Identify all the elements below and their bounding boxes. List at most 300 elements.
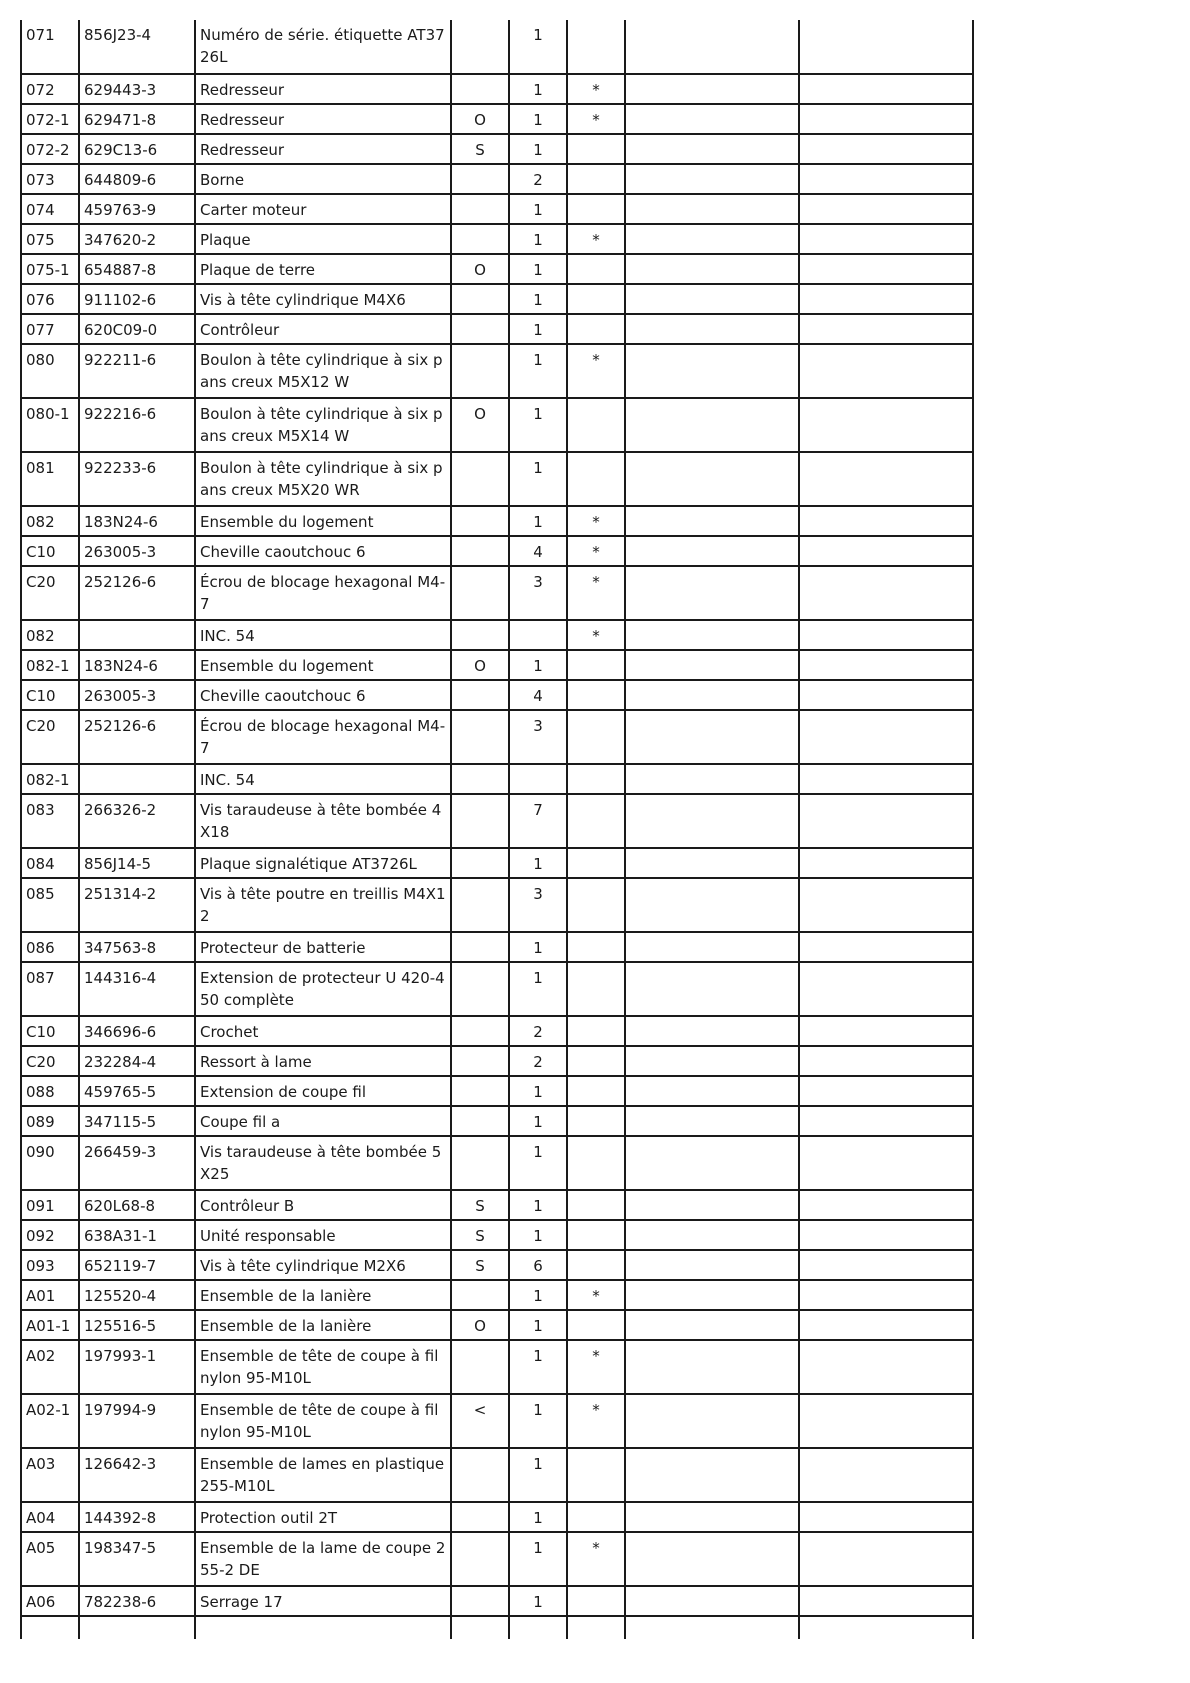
part-number: 126642-3: [79, 1448, 195, 1502]
star-marker: [567, 1106, 625, 1136]
star-marker: [567, 878, 625, 932]
part-number: 125516-5: [79, 1310, 195, 1340]
part-number: 197994-9: [79, 1394, 195, 1448]
empty-column-1: [625, 1394, 799, 1448]
note-code: [451, 452, 509, 506]
star-marker: *: [567, 1394, 625, 1448]
empty-cell: [451, 1616, 509, 1639]
item-number: 072-2: [21, 134, 79, 164]
star-marker: [567, 680, 625, 710]
quantity: 4: [509, 536, 567, 566]
quantity: 1: [509, 134, 567, 164]
part-description: INC. 54: [195, 764, 451, 794]
table-row: [21, 1340, 973, 1394]
note-code: [451, 794, 509, 848]
table-row: [21, 1016, 973, 1046]
table-row: [21, 344, 973, 398]
quantity: 7: [509, 794, 567, 848]
star-marker: [567, 932, 625, 962]
item-number: 076: [21, 284, 79, 314]
item-number: 082-1: [21, 650, 79, 680]
empty-column-2: [799, 284, 973, 314]
quantity: 1: [509, 1190, 567, 1220]
part-number: 652119-7: [79, 1250, 195, 1280]
empty-column-1: [625, 1016, 799, 1046]
note-code: <: [451, 1394, 509, 1448]
item-number: A06: [21, 1586, 79, 1616]
star-marker: [567, 962, 625, 1016]
part-number: 629C13-6: [79, 134, 195, 164]
quantity: 4: [509, 680, 567, 710]
quantity: 1: [509, 848, 567, 878]
empty-column-1: [625, 1448, 799, 1502]
table-row: [21, 20, 973, 74]
star-marker: [567, 710, 625, 764]
item-number: 072: [21, 74, 79, 104]
empty-column-2: [799, 224, 973, 254]
note-code: S: [451, 134, 509, 164]
item-number: 082: [21, 506, 79, 536]
quantity: 1: [509, 398, 567, 452]
part-number: 197993-1: [79, 1340, 195, 1394]
quantity: 1: [509, 314, 567, 344]
empty-column-2: [799, 20, 973, 74]
note-code: [451, 536, 509, 566]
quantity: 1: [509, 194, 567, 224]
table-row: [21, 1280, 973, 1310]
table-row: [21, 1310, 973, 1340]
part-description: Vis à tête cylindrique M4X6: [195, 284, 451, 314]
empty-column-1: [625, 1220, 799, 1250]
part-description: Coupe fil a: [195, 1106, 451, 1136]
note-code: [451, 620, 509, 650]
part-number: 183N24-6: [79, 650, 195, 680]
empty-column-1: [625, 620, 799, 650]
quantity: 1: [509, 1586, 567, 1616]
empty-column-2: [799, 848, 973, 878]
table-row: [21, 164, 973, 194]
part-number: 347563-8: [79, 932, 195, 962]
empty-cell: [79, 1616, 195, 1639]
table-row: [21, 224, 973, 254]
quantity: 1: [509, 74, 567, 104]
item-number: A01: [21, 1280, 79, 1310]
note-code: [451, 932, 509, 962]
table-row: [21, 650, 973, 680]
empty-column-1: [625, 1076, 799, 1106]
star-marker: [567, 1136, 625, 1190]
part-number: 459763-9: [79, 194, 195, 224]
star-marker: *: [567, 344, 625, 398]
part-description: Boulon à tête cylindrique à six pans creux M5X14 W: [195, 398, 451, 452]
empty-cell: [195, 1616, 451, 1639]
table-row: [21, 1448, 973, 1502]
quantity: 1: [509, 932, 567, 962]
part-description: Vis taraudeuse à tête bombée 4X18: [195, 794, 451, 848]
quantity: 1: [509, 1502, 567, 1532]
note-code: [451, 710, 509, 764]
empty-column-2: [799, 1190, 973, 1220]
star-marker: [567, 1448, 625, 1502]
note-code: O: [451, 104, 509, 134]
star-marker: [567, 1502, 625, 1532]
table-row: [21, 680, 973, 710]
empty-column-1: [625, 1340, 799, 1394]
empty-column-2: [799, 1136, 973, 1190]
item-number: 075: [21, 224, 79, 254]
quantity: 1: [509, 254, 567, 284]
star-marker: [567, 848, 625, 878]
quantity: 1: [509, 1340, 567, 1394]
empty-column-2: [799, 1310, 973, 1340]
part-description: Protecteur de batterie: [195, 932, 451, 962]
table-row: [21, 1046, 973, 1076]
item-number: 073: [21, 164, 79, 194]
empty-column-1: [625, 1250, 799, 1280]
note-code: [451, 764, 509, 794]
empty-column-1: [625, 1532, 799, 1586]
empty-column-2: [799, 1250, 973, 1280]
part-description: Extension de protecteur U 420-450 complète: [195, 962, 451, 1016]
table-row: [21, 764, 973, 794]
empty-column-2: [799, 878, 973, 932]
empty-column-2: [799, 1016, 973, 1046]
quantity: 1: [509, 1532, 567, 1586]
empty-column-1: [625, 1502, 799, 1532]
note-code: [451, 878, 509, 932]
part-number: 263005-3: [79, 680, 195, 710]
item-number: A01-1: [21, 1310, 79, 1340]
part-number: 638A31-1: [79, 1220, 195, 1250]
note-code: S: [451, 1190, 509, 1220]
item-number: C20: [21, 1046, 79, 1076]
item-number: 074: [21, 194, 79, 224]
item-number: 093: [21, 1250, 79, 1280]
note-code: [451, 1448, 509, 1502]
empty-column-1: [625, 566, 799, 620]
empty-column-2: [799, 104, 973, 134]
part-description: Vis taraudeuse à tête bombée 5X25: [195, 1136, 451, 1190]
star-marker: [567, 254, 625, 284]
empty-column-1: [625, 932, 799, 962]
item-number: C10: [21, 536, 79, 566]
table-row: [21, 134, 973, 164]
item-number: 089: [21, 1106, 79, 1136]
table-row: [21, 1220, 973, 1250]
part-number: 232284-4: [79, 1046, 195, 1076]
part-description: Plaque: [195, 224, 451, 254]
table-row: [21, 932, 973, 962]
part-number: 125520-4: [79, 1280, 195, 1310]
empty-column-1: [625, 398, 799, 452]
table-row: [21, 194, 973, 224]
note-code: [451, 680, 509, 710]
empty-column-2: [799, 1106, 973, 1136]
item-number: 091: [21, 1190, 79, 1220]
quantity: 3: [509, 710, 567, 764]
part-description: Crochet: [195, 1016, 451, 1046]
empty-column-1: [625, 710, 799, 764]
empty-column-1: [625, 1586, 799, 1616]
part-description: Redresseur: [195, 134, 451, 164]
table-row: [21, 104, 973, 134]
item-number: 088: [21, 1076, 79, 1106]
item-number: A02-1: [21, 1394, 79, 1448]
note-code: [451, 848, 509, 878]
part-description: Ensemble du logement: [195, 506, 451, 536]
empty-column-2: [799, 1394, 973, 1448]
empty-column-1: [625, 848, 799, 878]
empty-column-2: [799, 1220, 973, 1250]
part-number: 922211-6: [79, 344, 195, 398]
empty-column-2: [799, 794, 973, 848]
star-marker: [567, 314, 625, 344]
item-number: 072-1: [21, 104, 79, 134]
star-marker: [567, 650, 625, 680]
part-description: Ensemble de la lanière: [195, 1310, 451, 1340]
part-number: 629471-8: [79, 104, 195, 134]
quantity: 1: [509, 452, 567, 506]
empty-column-2: [799, 710, 973, 764]
empty-column-1: [625, 1280, 799, 1310]
quantity: 1: [509, 1076, 567, 1106]
part-number: 251314-2: [79, 878, 195, 932]
part-number: 620C09-0: [79, 314, 195, 344]
part-number: 266459-3: [79, 1136, 195, 1190]
item-number: 087: [21, 962, 79, 1016]
quantity: 2: [509, 164, 567, 194]
part-number: 856J14-5: [79, 848, 195, 878]
empty-column-2: [799, 452, 973, 506]
note-code: [451, 1076, 509, 1106]
part-description: Carter moteur: [195, 194, 451, 224]
star-marker: [567, 1250, 625, 1280]
part-number: [79, 620, 195, 650]
star-marker: [567, 1046, 625, 1076]
table-row: [21, 314, 973, 344]
table-row: [21, 506, 973, 536]
empty-cell: [625, 1616, 799, 1639]
empty-cell: [509, 1616, 567, 1639]
empty-column-2: [799, 764, 973, 794]
star-marker: *: [567, 620, 625, 650]
note-code: [451, 1532, 509, 1586]
empty-column-2: [799, 398, 973, 452]
empty-column-1: [625, 452, 799, 506]
part-description: Vis à tête poutre en treillis M4X12: [195, 878, 451, 932]
empty-column-2: [799, 506, 973, 536]
empty-column-2: [799, 1532, 973, 1586]
empty-column-2: [799, 1076, 973, 1106]
table-row: [21, 566, 973, 620]
star-marker: [567, 764, 625, 794]
quantity: 1: [509, 1220, 567, 1250]
empty-column-1: [625, 20, 799, 74]
quantity: 1: [509, 1106, 567, 1136]
empty-column-1: [625, 344, 799, 398]
item-number: C20: [21, 710, 79, 764]
empty-column-2: [799, 566, 973, 620]
part-number: 644809-6: [79, 164, 195, 194]
empty-column-1: [625, 650, 799, 680]
table-row: [21, 1532, 973, 1586]
empty-column-1: [625, 314, 799, 344]
part-description: Cheville caoutchouc 6: [195, 536, 451, 566]
part-description: Boulon à tête cylindrique à six pans creux M5X20 WR: [195, 452, 451, 506]
table-row: [21, 398, 973, 452]
part-description: Borne: [195, 164, 451, 194]
empty-column-2: [799, 1046, 973, 1076]
quantity: 1: [509, 284, 567, 314]
star-marker: *: [567, 566, 625, 620]
empty-column-2: [799, 1340, 973, 1394]
part-description: Boulon à tête cylindrique à six pans creux M5X12 W: [195, 344, 451, 398]
empty-column-2: [799, 314, 973, 344]
part-number: 654887-8: [79, 254, 195, 284]
parts-table: [20, 20, 974, 1639]
empty-column-1: [625, 224, 799, 254]
item-number: 084: [21, 848, 79, 878]
note-code: [451, 566, 509, 620]
empty-cell: [21, 1616, 79, 1639]
part-description: Numéro de série. étiquette AT3726L: [195, 20, 451, 74]
table-row: [21, 1136, 973, 1190]
star-marker: [567, 1016, 625, 1046]
note-code: [451, 164, 509, 194]
parts-table-body: [21, 20, 973, 1639]
table-row: [21, 848, 973, 878]
part-number: 629443-3: [79, 74, 195, 104]
item-number: A05: [21, 1532, 79, 1586]
empty-column-1: [625, 254, 799, 284]
empty-column-2: [799, 1502, 973, 1532]
part-description: Redresseur: [195, 104, 451, 134]
part-number: 922216-6: [79, 398, 195, 452]
note-code: [451, 224, 509, 254]
part-number: 620L68-8: [79, 1190, 195, 1220]
star-marker: [567, 134, 625, 164]
table-row: [21, 284, 973, 314]
part-number: 856J23-4: [79, 20, 195, 74]
part-description: Ensemble du logement: [195, 650, 451, 680]
item-number: 086: [21, 932, 79, 962]
part-number: 144392-8: [79, 1502, 195, 1532]
quantity: [509, 764, 567, 794]
table-row: [21, 254, 973, 284]
empty-column-2: [799, 932, 973, 962]
item-number: 082-1: [21, 764, 79, 794]
star-marker: *: [567, 1280, 625, 1310]
part-description: Ensemble de la lame de coupe 255-2 DE: [195, 1532, 451, 1586]
star-marker: [567, 194, 625, 224]
note-code: [451, 1586, 509, 1616]
note-code: [451, 344, 509, 398]
part-description: Redresseur: [195, 74, 451, 104]
note-code: [451, 1502, 509, 1532]
star-marker: *: [567, 1532, 625, 1586]
star-marker: [567, 1190, 625, 1220]
quantity: [509, 620, 567, 650]
note-code: [451, 20, 509, 74]
item-number: 075-1: [21, 254, 79, 284]
item-number: A02: [21, 1340, 79, 1394]
part-description: Unité responsable: [195, 1220, 451, 1250]
note-code: [451, 194, 509, 224]
item-number: 082: [21, 620, 79, 650]
part-description: INC. 54: [195, 620, 451, 650]
star-marker: *: [567, 74, 625, 104]
note-code: S: [451, 1250, 509, 1280]
table-row: [21, 74, 973, 104]
quantity: 1: [509, 1310, 567, 1340]
quantity: 6: [509, 1250, 567, 1280]
item-number: 071: [21, 20, 79, 74]
empty-column-1: [625, 74, 799, 104]
item-number: C10: [21, 1016, 79, 1046]
part-description: Ensemble de tête de coupe à fil nylon 95-M10L: [195, 1340, 451, 1394]
note-code: [451, 1136, 509, 1190]
table-row: [21, 794, 973, 848]
table-row: [21, 1250, 973, 1280]
empty-column-1: [625, 134, 799, 164]
note-code: [451, 1280, 509, 1310]
star-marker: [567, 398, 625, 452]
part-description: Plaque de terre: [195, 254, 451, 284]
quantity: 1: [509, 1394, 567, 1448]
part-description: Écrou de blocage hexagonal M4-7: [195, 566, 451, 620]
note-code: [451, 1340, 509, 1394]
empty-column-2: [799, 74, 973, 104]
table-row: [21, 962, 973, 1016]
item-number: 080-1: [21, 398, 79, 452]
empty-column-1: [625, 164, 799, 194]
star-marker: [567, 20, 625, 74]
star-marker: [567, 452, 625, 506]
empty-column-1: [625, 1136, 799, 1190]
empty-column-2: [799, 1448, 973, 1502]
empty-column-2: [799, 344, 973, 398]
part-description: Serrage 17: [195, 1586, 451, 1616]
part-description: Ensemble de tête de coupe à fil nylon 95-M10L: [195, 1394, 451, 1448]
empty-column-2: [799, 194, 973, 224]
star-marker: [567, 1220, 625, 1250]
star-marker: *: [567, 224, 625, 254]
quantity: 1: [509, 650, 567, 680]
empty-cell: [799, 1616, 973, 1639]
part-number: 782238-6: [79, 1586, 195, 1616]
empty-column-1: [625, 1046, 799, 1076]
quantity: 1: [509, 224, 567, 254]
empty-column-1: [625, 764, 799, 794]
part-description: Protection outil 2T: [195, 1502, 451, 1532]
note-code: [451, 506, 509, 536]
item-number: C10: [21, 680, 79, 710]
item-number: 080: [21, 344, 79, 398]
table-row: [21, 1190, 973, 1220]
part-number: 252126-6: [79, 566, 195, 620]
note-code: S: [451, 1220, 509, 1250]
empty-column-2: [799, 1586, 973, 1616]
table-row: [21, 1106, 973, 1136]
empty-column-2: [799, 254, 973, 284]
part-number: 347115-5: [79, 1106, 195, 1136]
part-number: 922233-6: [79, 452, 195, 506]
quantity: 1: [509, 1448, 567, 1502]
empty-column-1: [625, 878, 799, 932]
part-number: 346696-6: [79, 1016, 195, 1046]
part-number: 459765-5: [79, 1076, 195, 1106]
part-number: 198347-5: [79, 1532, 195, 1586]
